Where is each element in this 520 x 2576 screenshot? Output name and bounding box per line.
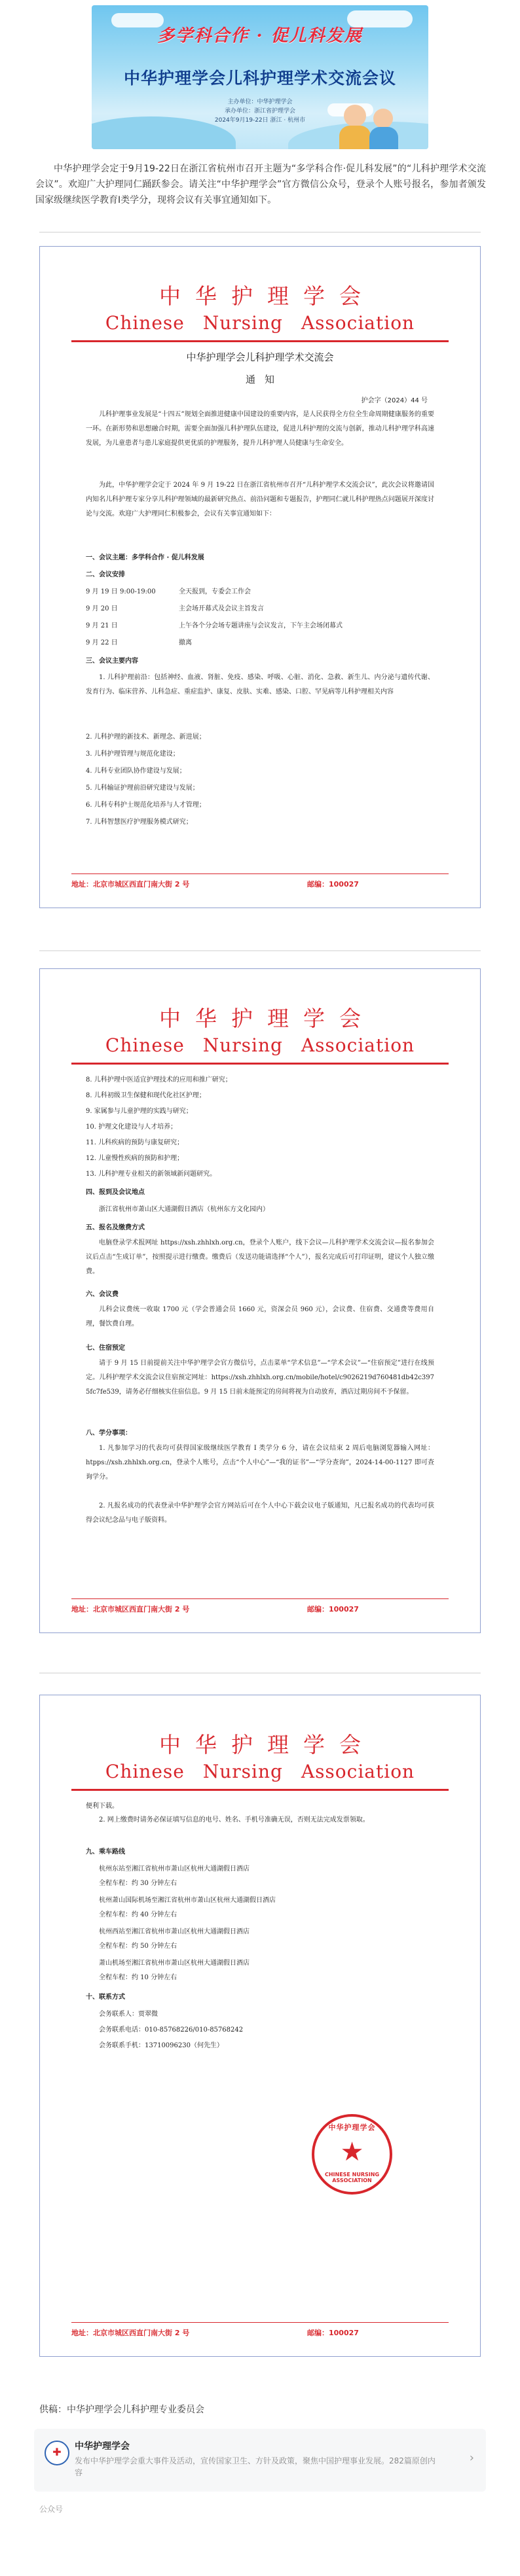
letterhead-cn: 中华护理学会: [159, 283, 375, 309]
letterhead-footer: [71, 879, 449, 889]
contact-mobile: 会务联系手机：13710096230（何先生）: [99, 2042, 223, 2049]
list-item: 3. 儿科护理管理与规范化建设；: [86, 750, 179, 758]
route-duration: 全程车程：约 30 分钟左右: [99, 1880, 177, 1887]
document-page-3: [39, 1695, 481, 2357]
paragraph: 儿科护理事业发展是“十四五”规划全面推进健康中国建设的重要内容，是人民获得全方位全生命周期健康服务的重要一环。在新形势和思想融合时期，需要全面加强儿科护理队伍建设，促进儿科护理的交流与创新，推动儿科护理学科高速发展，为儿童患者与患儿家庭提供更优质的护理服务，提升儿科护理人员健康与生命安全。: [86, 411, 434, 447]
paragraph: 电脑登录学术报网址 https://xsh.zhhlxh.org.cn，登录个人账户，线下会议—儿科护理学术交流会议—报名参加会议后点击“生成订单”，按照提示进行缴费。缴费后（发送功能请选择“个人”），报名完成后可打印证明，建议个人独立缴费。: [86, 1239, 434, 1275]
schedule-row: 9 月 22 日 撤离: [86, 639, 192, 646]
letterhead-en: Chinese Nursing Association: [105, 312, 415, 334]
divider: [39, 1672, 481, 1674]
route-duration: 全程车程：约 50 分钟左右: [99, 1943, 177, 1950]
letterhead-rule: [71, 1789, 449, 1791]
footer-rule: [71, 2322, 449, 2323]
list-item: 1. 儿科护理前沿：包括神经、血液、肾脏、免疫、感染、呼吸、心脏、消化、急救、新生儿、内分泌与遗传代谢、发育行为、临床营养、儿科急症、重症监护、康复、皮肤、实难、感染、口腔、罕见病等儿科护理相关内容: [86, 674, 434, 696]
banner-slogan: 多学科合作 · 促儿科发展: [157, 26, 363, 46]
doc-title: 中华护理学会儿科护理学术交流会: [186, 351, 334, 363]
account-logo-icon: ✚: [45, 2441, 69, 2465]
section-heading: 八、学分事项：: [86, 1430, 132, 1437]
official-seal: [312, 2114, 392, 2195]
footer-address: 地址：北京市城区西直门南大街 2 号: [71, 2329, 190, 2337]
paragraph: 2. 网上缴费时请务必保证填写信息的电号、姓名、手机号准确无误，否则无法完成发票领取。: [99, 1816, 369, 1824]
paragraph: 儿科会议费统一收取 1700 元（学会普通会员 1660 元，资深会员 960 元），会议费、住宿费、交通费等费用自理，餐饮费自理。: [86, 1306, 434, 1328]
section-heading: 六、会议费: [86, 1291, 119, 1298]
letterhead-rule: [71, 1063, 449, 1065]
list-item: 6. 儿科专科护士规范化培养与人才管理；: [86, 802, 206, 809]
account-description: 发布中华护理学会重大事件及活动，宣传国家卫生、方针及政策，聚焦中国护理事业发展。282篇原创内容: [75, 2456, 436, 2477]
list-item: 8. 儿科初级卫生保健和现代化社区护理；: [86, 1092, 206, 1099]
footer-postcode: 邮编：100027: [307, 2329, 359, 2337]
contact-phone: 会务联系电话：010-85768226/010-85768242: [99, 2026, 244, 2034]
schedule-row: 9 月 19 日 9:00-19:00 全天报到，专委会工作会: [86, 588, 251, 595]
banner-image: [92, 5, 428, 149]
banner-host: 承办单位：浙江省护理学会: [224, 108, 295, 115]
section-heading: 二、会议安排: [86, 571, 125, 578]
route-item: 杭州西站至湘江省杭州市萧山区杭州大通湖假日酒店: [99, 1928, 250, 1935]
route-duration: 全程车程：约 10 分钟左右: [99, 1974, 177, 1981]
document-page-2: [39, 968, 481, 1633]
section-heading: 九、乘车路线: [86, 1848, 125, 1856]
route-item: 杭州萧山国际机场至湘江省杭州市萧山区杭州大通湖假日酒店: [99, 1897, 276, 1904]
account-card[interactable]: [34, 2429, 486, 2492]
divider: [39, 950, 481, 951]
route-item: 杭州东站至湘江省杭州市萧山区杭州大通湖假日酒店: [99, 1865, 250, 1873]
section-heading: 五、报名及缴费方式: [86, 1224, 145, 1231]
route-duration: 全程车程：约 40 分钟左右: [99, 1911, 177, 1918]
section-heading: 一、会议主题：多学科合作 · 促儿科发展: [86, 554, 204, 561]
footer-rule: [71, 873, 449, 874]
list-item: 9. 家属参与儿童护理的实践与研究；: [86, 1108, 193, 1115]
child-figure-icon: [344, 105, 366, 127]
footer-rule: [71, 1598, 449, 1599]
child-figure-icon: [373, 109, 393, 128]
paragraph: 1. 凡参加学习的代表均可获得国家级继续医学教育 I 类学分 6 分，请在会议结束 2 周后电脑浏览器输入网址：htpps://xsh.zhhlxh.org.cn，登录个人账号，点击“个人中心”—“我的证书”—“学分查询”，2024-14-00-1127 即可查询学分。: [86, 1445, 434, 1481]
letterhead-footer: [71, 2327, 449, 2338]
child-body-icon: [369, 127, 398, 149]
list-item: 12. 儿童慢性疾病的预防和护理；: [86, 1155, 184, 1162]
chevron-right-icon: ›: [469, 2451, 474, 2465]
letterhead-cn: 中华护理学会: [159, 1732, 375, 1757]
banner-organizer: 主办单位：中华护理学会: [227, 99, 293, 105]
paragraph: 2. 凡报名成功的代表登录中华护理学会官方网站后可在个人中心下载会议电子版通知，凡已报名成功的代表均可获得会议纪念品与电子版资料。: [86, 1502, 434, 1524]
list-item: 5. 儿科输证护理前沿研究建设与发展；: [86, 785, 199, 792]
letterhead-footer: [71, 1604, 449, 1614]
doc-notice: 通知: [245, 374, 284, 385]
list-item: 2. 儿科护理的新技术、新理念、新进展；: [86, 733, 206, 741]
list-item: 便利下载。: [86, 1803, 119, 1810]
account-type-label: 公众号: [39, 2505, 64, 2514]
divider: [39, 232, 481, 233]
seal-subtext: CHINESE NURSING ASSOCIATION: [324, 2172, 380, 2183]
footer-address: 地址：北京市城区西直门南大街 2 号: [71, 880, 190, 889]
list-item: 13. 儿科护理专业相关的新领域新问题研究。: [86, 1171, 217, 1178]
list-item: 4. 儿科专业团队协作建设与发展；: [86, 768, 186, 775]
source-credit: 供稿：中华护理学会儿科护理专业委员会: [39, 2405, 204, 2415]
route-item: 萧山机场至湘江省杭州市萧山区杭州大通湖假日酒店: [99, 1960, 250, 1967]
paragraph: 为此，中华护理学会定于 2024 年 9 月 19-22 日在浙江省杭州市召开“儿科护理学术交流会议”，此次会议将邀请国内知名儿科护理专家分享儿科护理领域的最新研究热点、前沿问题和专题报告，护理同仁就儿科护理热点问题展开深度讨论与交流。欢迎广大护理同仁积极参会，会议有关事宜通知如下：: [86, 482, 434, 518]
footer-postcode: 邮编：100027: [307, 880, 359, 889]
letterhead-en: Chinese Nursing Association: [105, 1034, 415, 1056]
venue-address: 浙江省杭州市萧山区大通湖假日酒店（杭州东方文化园内）: [99, 1206, 269, 1213]
list-item: 11. 儿科疾病的预防与康复研究；: [86, 1139, 184, 1146]
letterhead-cn: 中华护理学会: [159, 1006, 375, 1031]
seal-text: 中华护理学会: [328, 2123, 376, 2132]
child-body-icon: [339, 126, 371, 149]
list-item: 8. 儿科护理中医适宜护理技术的应用和推广研究；: [86, 1076, 232, 1084]
banner-title: 中华护理学会儿科护理学术交流会议: [123, 69, 396, 88]
footer-postcode: 邮编：100027: [307, 1605, 359, 1614]
section-heading: 三、会议主要内容: [86, 658, 138, 665]
section-heading: 十、联系方式: [86, 1994, 125, 2001]
letterhead-en: Chinese Nursing Association: [105, 1761, 415, 1782]
schedule-row: 9 月 21 日 上午各个分会场专题讲座与会议发言，下午主会场闭幕式: [86, 622, 343, 629]
list-item: 10. 护理文化建设与人才培养；: [86, 1123, 177, 1131]
schedule-row: 9 月 20 日 主会场开幕式及会议主旨发言: [86, 605, 264, 612]
document-page-1: [39, 246, 481, 908]
contact-person: 会务联系人：贾翠微: [99, 2011, 158, 2018]
section-heading: 四、报到及会议地点: [86, 1189, 145, 1196]
letterhead-rule: [71, 340, 449, 342]
paragraph: 请于 9 月 15 日前提前关注中华护理学会官方微信号，点击菜单“学术信息”—“学术会议”—“住宿预定”进行在线预定。儿科护理学术交流会议住宿预定网址：https://xsh.zhhlxh.org.cn/mobile/hotel/c9026219d760481db42c3975fc7fe539，请务必仔细核实住宿信息。9 月 15 日前未能预定的房间将视为自动放弃，酒店过期房间不予保留。: [86, 1360, 434, 1396]
account-name: 中华护理学会: [75, 2441, 130, 2452]
footer-address: 地址：北京市城区西直门南大街 2 号: [71, 1605, 190, 1614]
doc-number: 护会字（2024）44 号: [361, 397, 428, 404]
intro-paragraph: 中华护理学会定于9月19-22日在浙江省杭州市召开主题为“多学科合作·促儿科发展”的“儿科护理学术交流会议”。欢迎广大护理同仁踊跃参会。请关注“中华护理学会”官方微信公众号，登录个人账号报名，参加者颁发国家级继续医学教育I类学分，现将会议有关事宜通知如下。: [35, 164, 486, 205]
seal-star-icon: ★: [340, 2137, 364, 2167]
list-item: 7. 儿科智慧医疗护理服务模式研究；: [86, 819, 193, 826]
section-heading: 七、住宿预定: [86, 1345, 125, 1352]
banner-date: 2024年9月19-22日 浙江 · 杭州市: [214, 117, 306, 124]
